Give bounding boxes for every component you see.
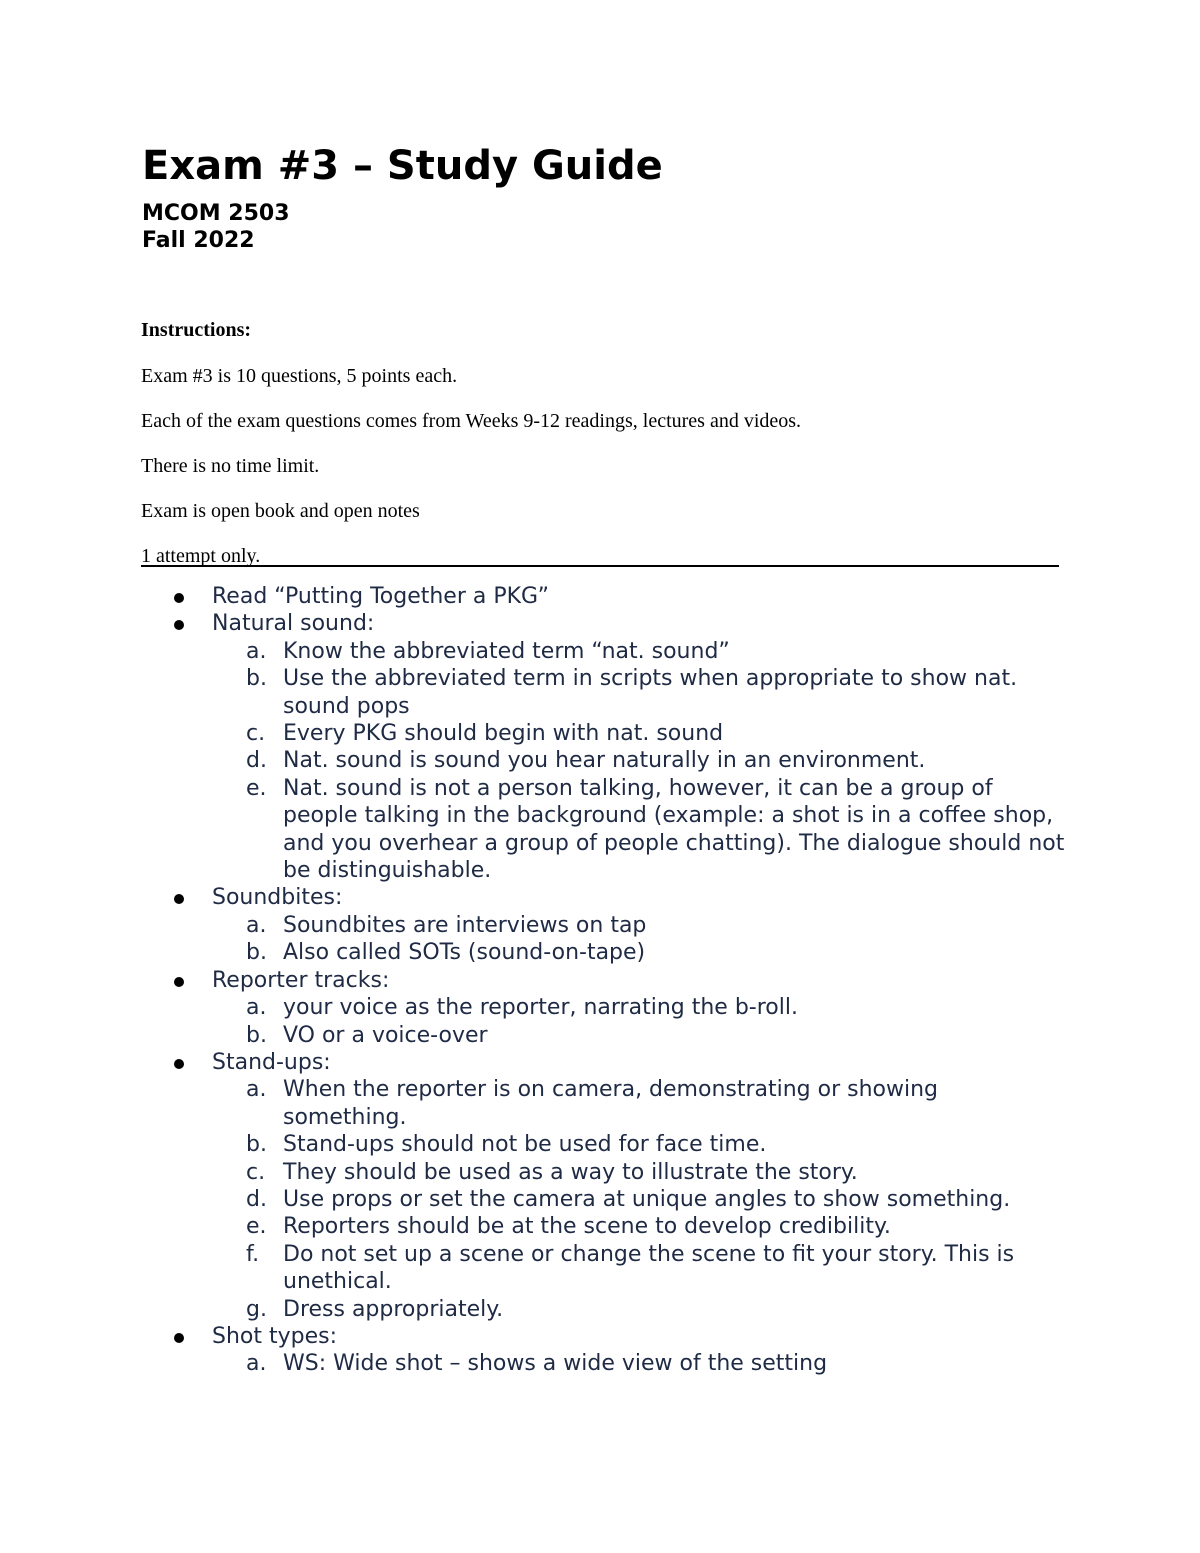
instruction-line: There is no time limit.: [141, 455, 320, 477]
subtopic-text: Dress appropriately.: [283, 1296, 504, 1322]
subtopic-marker: d.: [246, 748, 267, 774]
topic-text: Read “Putting Together a PKG”: [212, 584, 550, 609]
course-code: MCOM 2503: [142, 201, 290, 226]
bullet-icon: [174, 620, 184, 630]
topic-item: [141, 1323, 1066, 1378]
subtopic-text: Every PKG should begin with nat. sound: [283, 721, 724, 747]
subtopic-text: Reporters should be at the scene to develop credibility.: [283, 1214, 891, 1240]
subtopic-marker: d.: [246, 1186, 267, 1212]
subtopic-marker: c.: [246, 721, 266, 747]
subtopic-list: [212, 994, 1066, 1049]
instruction-line: Exam is open book and open notes: [141, 500, 420, 522]
topic-text: Shot types:: [212, 1323, 338, 1349]
horizontal-divider: [141, 565, 1059, 567]
subtopic-list: [212, 912, 1066, 967]
bullet-icon: [174, 977, 184, 987]
topic-item: [141, 884, 1066, 966]
subtopic-list: [212, 638, 1066, 885]
subtopic-marker: e.: [246, 1214, 267, 1240]
subtopic-item: [141, 1186, 1066, 1213]
subtopic-item: [141, 994, 1066, 1021]
subtopic-item: [141, 665, 1066, 720]
subtopic-marker: a.: [246, 1351, 267, 1377]
subtopic-text: They should be used as a way to illustrate the story.: [283, 1159, 858, 1185]
topic-text: Reporter tracks:: [212, 967, 390, 993]
topic-text: Soundbites:: [212, 885, 343, 911]
subtopic-text: Nat. sound is not a person talking, however, it can be a group of people talking in the background (example: a shot is in a coffee shop, and you overhear a group of people chatting). The dialogue should not be distinguishable.: [283, 775, 1065, 884]
topic-item: [141, 610, 1066, 884]
subtopic-item: [141, 939, 1066, 966]
subtopic-item: [141, 1159, 1066, 1186]
instruction-line: Each of the exam questions comes from Weeks 9-12 readings, lectures and videos.: [141, 410, 802, 432]
bullet-icon: [174, 593, 184, 603]
subtopic-text: WS: Wide shot – shows a wide view of the setting: [283, 1351, 828, 1377]
subtopic-text: Also called SOTs (sound-on-tape): [283, 940, 646, 966]
subtopic-text: When the reporter is on camera, demonstrating or showing something.: [283, 1077, 939, 1130]
page-title: Exam #3 – Study Guide: [142, 143, 663, 189]
instruction-line: 1 attempt only.: [141, 545, 261, 567]
topic-list: [141, 583, 1066, 1378]
subtopic-item: [141, 1131, 1066, 1158]
subtopic-marker: b.: [246, 940, 267, 966]
subtopic-marker: e.: [246, 775, 267, 801]
subtopic-marker: g.: [246, 1296, 267, 1322]
subtopic-item: [141, 775, 1066, 885]
bullet-icon: [174, 1333, 184, 1343]
subtopic-item: [141, 912, 1066, 939]
subtopic-text: Stand-ups should not be used for face time.: [283, 1132, 767, 1158]
instructions-section: [141, 316, 1061, 566]
subtopic-text: Use props or set the camera at unique angles to show something.: [283, 1186, 1011, 1212]
bullet-icon: [174, 894, 184, 904]
subtopic-text: Use the abbreviated term in scripts when appropriate to show nat. sound pops: [283, 666, 1018, 719]
topic-item: [141, 583, 1066, 610]
subtopic-list: [212, 1076, 1066, 1323]
subtopic-text: Do not set up a scene or change the scene to fit your story. This is unethical.: [283, 1241, 1015, 1295]
instruction-line: Exam #3 is 10 questions, 5 points each.: [141, 365, 458, 387]
subtopic-marker: a.: [246, 912, 267, 938]
topic-list-container: [141, 583, 1066, 1378]
subtopic-text: Know the abbreviated term “nat. sound”: [283, 638, 730, 664]
subtopic-marker: a.: [246, 1077, 267, 1103]
bullet-icon: [174, 1059, 184, 1069]
subtopic-marker: f.: [246, 1241, 260, 1267]
topic-item: [141, 967, 1066, 1049]
subtopic-marker: c.: [246, 1159, 266, 1185]
subtopic-marker: a.: [246, 995, 267, 1021]
subtopic-text: Soundbites are interviews on tap: [283, 912, 647, 938]
subtopic-marker: b.: [246, 1022, 267, 1048]
subtopic-text: your voice as the reporter, narrating the b-roll.: [283, 995, 798, 1021]
subtopic-marker: b.: [246, 1132, 267, 1158]
subtopic-marker: a.: [246, 638, 267, 664]
subtopic-item: [141, 638, 1066, 665]
subtopic-text: Nat. sound is sound you hear naturally in an environment.: [283, 748, 926, 774]
subtopic-item: [141, 1213, 1066, 1240]
subtopic-item: [141, 1022, 1066, 1049]
topic-text: Stand-ups:: [212, 1049, 331, 1075]
subtopic-item: [141, 1350, 1066, 1377]
course-info: [142, 200, 290, 254]
subtopic-item: [141, 1076, 1066, 1131]
subtopic-list: [212, 1350, 1066, 1377]
topic-text: Natural sound:: [212, 611, 375, 637]
term: Fall 2022: [142, 228, 255, 253]
subtopic-text: VO or a voice-over: [283, 1022, 488, 1048]
topic-item: [141, 1049, 1066, 1323]
subtopic-marker: b.: [246, 666, 267, 692]
subtopic-item: [141, 1296, 1066, 1323]
subtopic-item: [141, 720, 1066, 747]
subtopic-item: [141, 1241, 1066, 1296]
subtopic-item: [141, 747, 1066, 774]
instructions-heading: Instructions:: [141, 319, 252, 341]
